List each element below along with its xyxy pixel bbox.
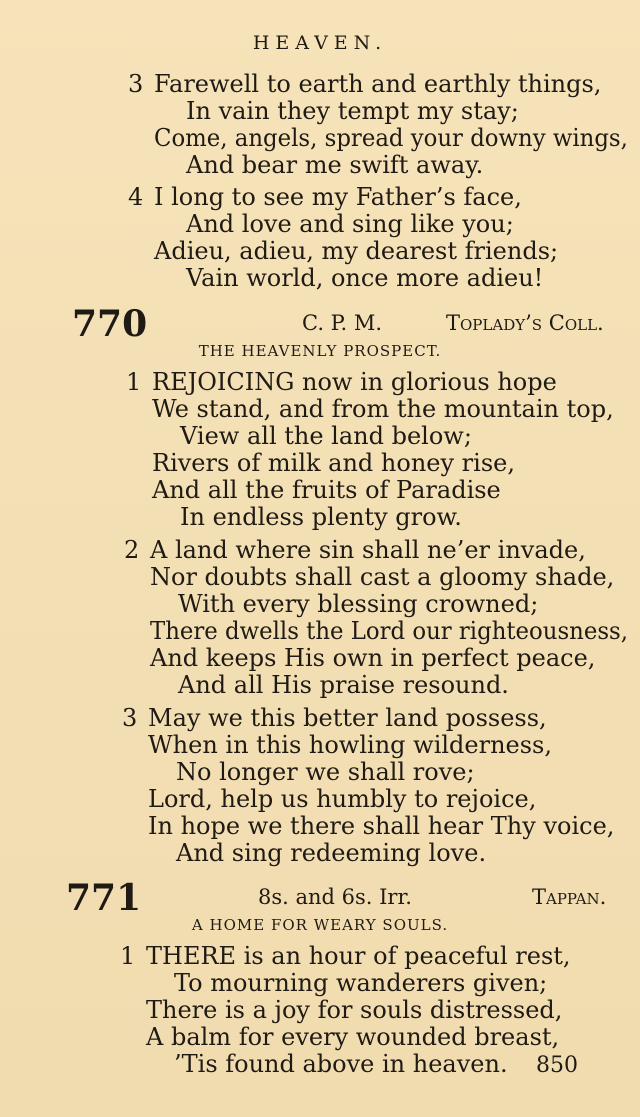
verse-line: When in this howling wilderness, — [148, 731, 553, 759]
verse-line: In vain they tempt my stay; — [186, 97, 519, 125]
verse-line: No longer we shall rove; — [176, 758, 475, 786]
verse-number: 4 — [128, 183, 144, 211]
verse-line: And sing redeeming love. — [176, 839, 487, 867]
verse-line: And keeps His own in perfect peace, — [150, 644, 596, 672]
verse-line: Adieu, adieu, my dearest friends; — [154, 237, 559, 265]
verse-line: There is a joy for souls distressed, — [146, 996, 563, 1024]
verse-line: A land where sin shall ne’er invade, — [150, 536, 586, 564]
hymn-source: Tappan. — [532, 885, 607, 909]
verse-line: There dwells the Lord our righteousness, — [150, 617, 628, 645]
verse-line: We stand, and from the mountain top, — [152, 395, 614, 423]
verse-number: 2 — [124, 536, 140, 564]
verse-line: To mourning wanderers given; — [174, 969, 548, 997]
hymn-meter: 8s. and 6s. Irr. — [258, 885, 412, 909]
verse-line: In hope we there shall hear Thy voice, — [148, 812, 615, 840]
page-number: 850 — [536, 1053, 578, 1078]
verse-number: 3 — [122, 704, 138, 732]
verse-line: With every blessing crowned; — [178, 590, 539, 618]
hymn-title: A HOME FOR WEARY SOULS. — [191, 916, 449, 934]
hymn-source: Toplady’s Coll. — [446, 311, 604, 335]
hymn-title: THE HEAVENLY PROSPECT. — [198, 342, 442, 360]
verse-line: Nor doubts shall cast a gloomy shade, — [150, 563, 615, 591]
verse-line: Come, angels, spread your downy wings, — [154, 124, 628, 152]
verse-line: May we this better land possess, — [148, 704, 547, 732]
verse-line: Rivers of milk and honey rise, — [152, 449, 515, 477]
verse-line: And all the fruits of Paradise — [152, 476, 501, 504]
verse-line: REJOICING now in glorious hope — [152, 368, 557, 396]
verse-line: And all His praise resound. — [178, 671, 509, 699]
verse-line: And bear me swift away. — [186, 151, 484, 179]
verse-line: THERE is an hour of peaceful rest, — [146, 942, 571, 970]
verse-line: Lord, help us humbly to rejoice, — [148, 785, 537, 813]
verse-line: ’Tis found above in heaven. — [174, 1050, 508, 1078]
hymn-number: 771 — [66, 877, 142, 919]
verse-line: In endless plenty grow. — [180, 503, 462, 531]
verse-line: View all the land below; — [180, 422, 472, 450]
verse-line: Farewell to earth and earthly things, — [154, 70, 602, 98]
verse-number: 1 — [120, 942, 136, 970]
running-head: HEAVEN. — [252, 32, 388, 54]
verse-line: A balm for every wounded breast, — [146, 1023, 560, 1051]
verse-line: And love and sing like you; — [186, 210, 514, 238]
verse-line: Vain world, once more adieu! — [186, 264, 544, 292]
hymn-meter: C. P. M. — [302, 311, 383, 335]
verse-number: 3 — [128, 70, 144, 98]
verse-line: I long to see my Father’s face, — [154, 183, 522, 211]
hymn-number: 770 — [72, 303, 148, 345]
verse-number: 1 — [126, 368, 142, 396]
